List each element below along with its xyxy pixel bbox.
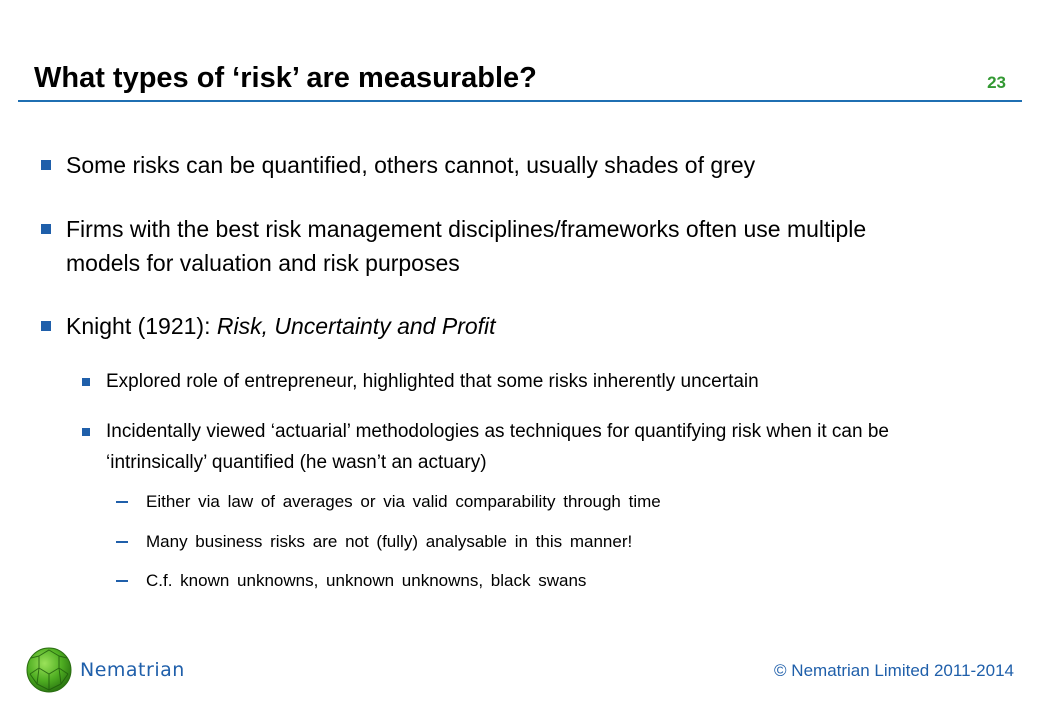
dash-item-business-risks: Many business risks are not (fully) analysable in this manner! <box>146 532 633 551</box>
knight-book-title: Risk, Uncertainty and Profit <box>216 313 496 339</box>
bullet-marker <box>41 224 51 234</box>
slide-title: What types of ‘risk’ are measurable? <box>34 62 537 94</box>
title-divider <box>18 100 1022 102</box>
dash-item-averages: Either via law of averages or via valid comparability through time <box>146 492 661 511</box>
bullet-knight <box>66 309 946 343</box>
sub-bullet-entrepreneur: Explored role of entrepreneur, highlighted that some risks inherently uncertain <box>106 371 759 392</box>
sub-bullet-actuarial: Incidentally viewed ‘actuarial’ methodologies as techniques for quantifying risk when it can be ‘intrinsically’ quantified (he wasn’t an actuary) <box>106 421 889 473</box>
green-geodesic-sphere-icon <box>25 646 73 694</box>
copyright-notice: © Nematrian Limited 2011-2014 <box>774 661 1014 680</box>
bullet-marker <box>41 321 51 331</box>
brand-name: Nematrian <box>80 659 185 681</box>
sub-bullet-marker <box>82 428 90 436</box>
bullet-quantified: Some risks can be quantified, others cannot, usually shades of grey <box>66 152 756 178</box>
bullet-best-firms: Firms with the best risk management disciplines/frameworks often use multiple models for valuation and risk purposes <box>66 216 867 276</box>
dash-marker <box>116 541 128 543</box>
dash-item-unknowns: C.f. known unknowns, unknown unknowns, black swans <box>146 571 587 590</box>
sub-bullet-marker <box>82 378 90 386</box>
dash-marker <box>116 580 128 582</box>
knight-citation: Knight (1921): <box>66 313 217 339</box>
bullet-marker <box>41 160 51 170</box>
dash-marker <box>116 501 128 503</box>
slide-number: 23 <box>987 73 1006 92</box>
